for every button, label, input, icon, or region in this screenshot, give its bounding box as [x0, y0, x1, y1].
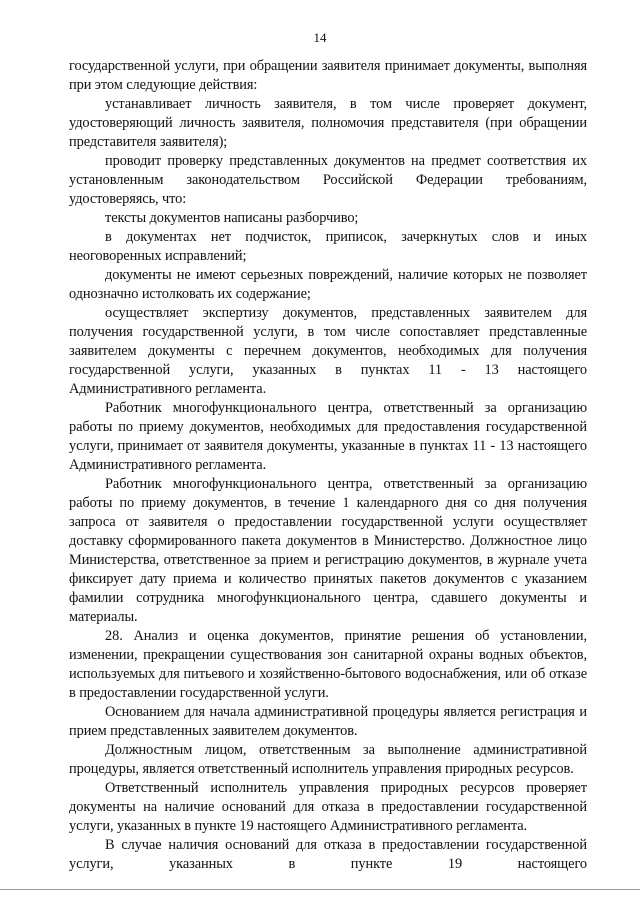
paragraph-2: устанавливает личность заявителя, в том числе проверяет документ, удостоверяющий личность заявителя, полномочия представителя (при обращении представителя заявителя); [69, 96, 587, 150]
paragraph-13: Ответственный исполнитель управления природных ресурсов проверяет документы на наличие оснований для отказа в предоставлении государственной услуги, указанных в пункте 19 настоящего Административного регламента. [69, 780, 587, 834]
paragraph-1: государственной услуги, при обращении заявителя принимает документы, выполняя при этом следующие действия: [69, 58, 587, 93]
page-number: 14 [313, 30, 327, 45]
paragraph-4: тексты документов написаны разборчиво; [105, 210, 359, 226]
paragraph-11: Основанием для начала административной процедуры является регистрация и прием представленных заявителем документов. [69, 704, 587, 739]
paragraph-6: документы не имеют серьезных повреждений, наличие которых не позволяет однозначно истолковать их содержание; [69, 267, 587, 302]
scan-edge-divider [0, 889, 640, 890]
paragraph-8: Работник многофункционального центра, ответственный за организацию работы по приему документов, необходимых для предоставления государственной услуги, принимает от заявителя документы, указанные в пунктах 11 - 13 настоящего Административного регламента. [69, 400, 587, 473]
paragraph-5: в документах нет подчисток, приписок, зачеркнутых слов и иных неоговоренных исправлений; [69, 229, 587, 264]
paragraph-9: Работник многофункционального центра, ответственный за организацию работы по приему документов, в течение 1 календарного дня со дня получения запроса от заявителя о предоставлении государственной услуги осуществляет доставку сформированного пакета документов в Министерство. Должностное лицо Министерства, ответственное за прием и регистрацию документов, в журнале учета фиксирует дату приема и количество принятых пакетов документов с указанием фамилии сотрудника многофункционального центра, сдавшего документы и материалы. [69, 476, 587, 625]
paragraph-3: проводит проверку представленных документов на предмет соответствия их установленным законодательством Российской Федерации требованиям, удостоверяясь, что: [69, 153, 587, 207]
paragraph-14: В случае наличия оснований для отказа в предоставлении государственной услуги, указанных в пункте 19 настоящего [69, 837, 587, 872]
paragraph-12: Должностным лицом, ответственным за выполнение административной процедуры, является ответственный исполнитель управления природных ресурсов. [69, 742, 587, 777]
paragraph-7: осуществляет экспертизу документов, представленных заявителем для получения государственной услуги, в том числе сопоставляет представленные заявителем документы с перечнем документов, необходимых для получения государственной услуги, указанных в пунктах 11 - 13 настоящего Административного регламента. [69, 305, 587, 397]
paragraph-10: 28. Анализ и оценка документов, принятие решения об установлении, изменении, прекращении существования зон санитарной охраны водных объектов, используемых для питьевого и хозяйственно-бытового водоснабжения, или об отказе в предоставлении государственной услуги. [69, 628, 587, 701]
document-body [69, 57, 587, 874]
